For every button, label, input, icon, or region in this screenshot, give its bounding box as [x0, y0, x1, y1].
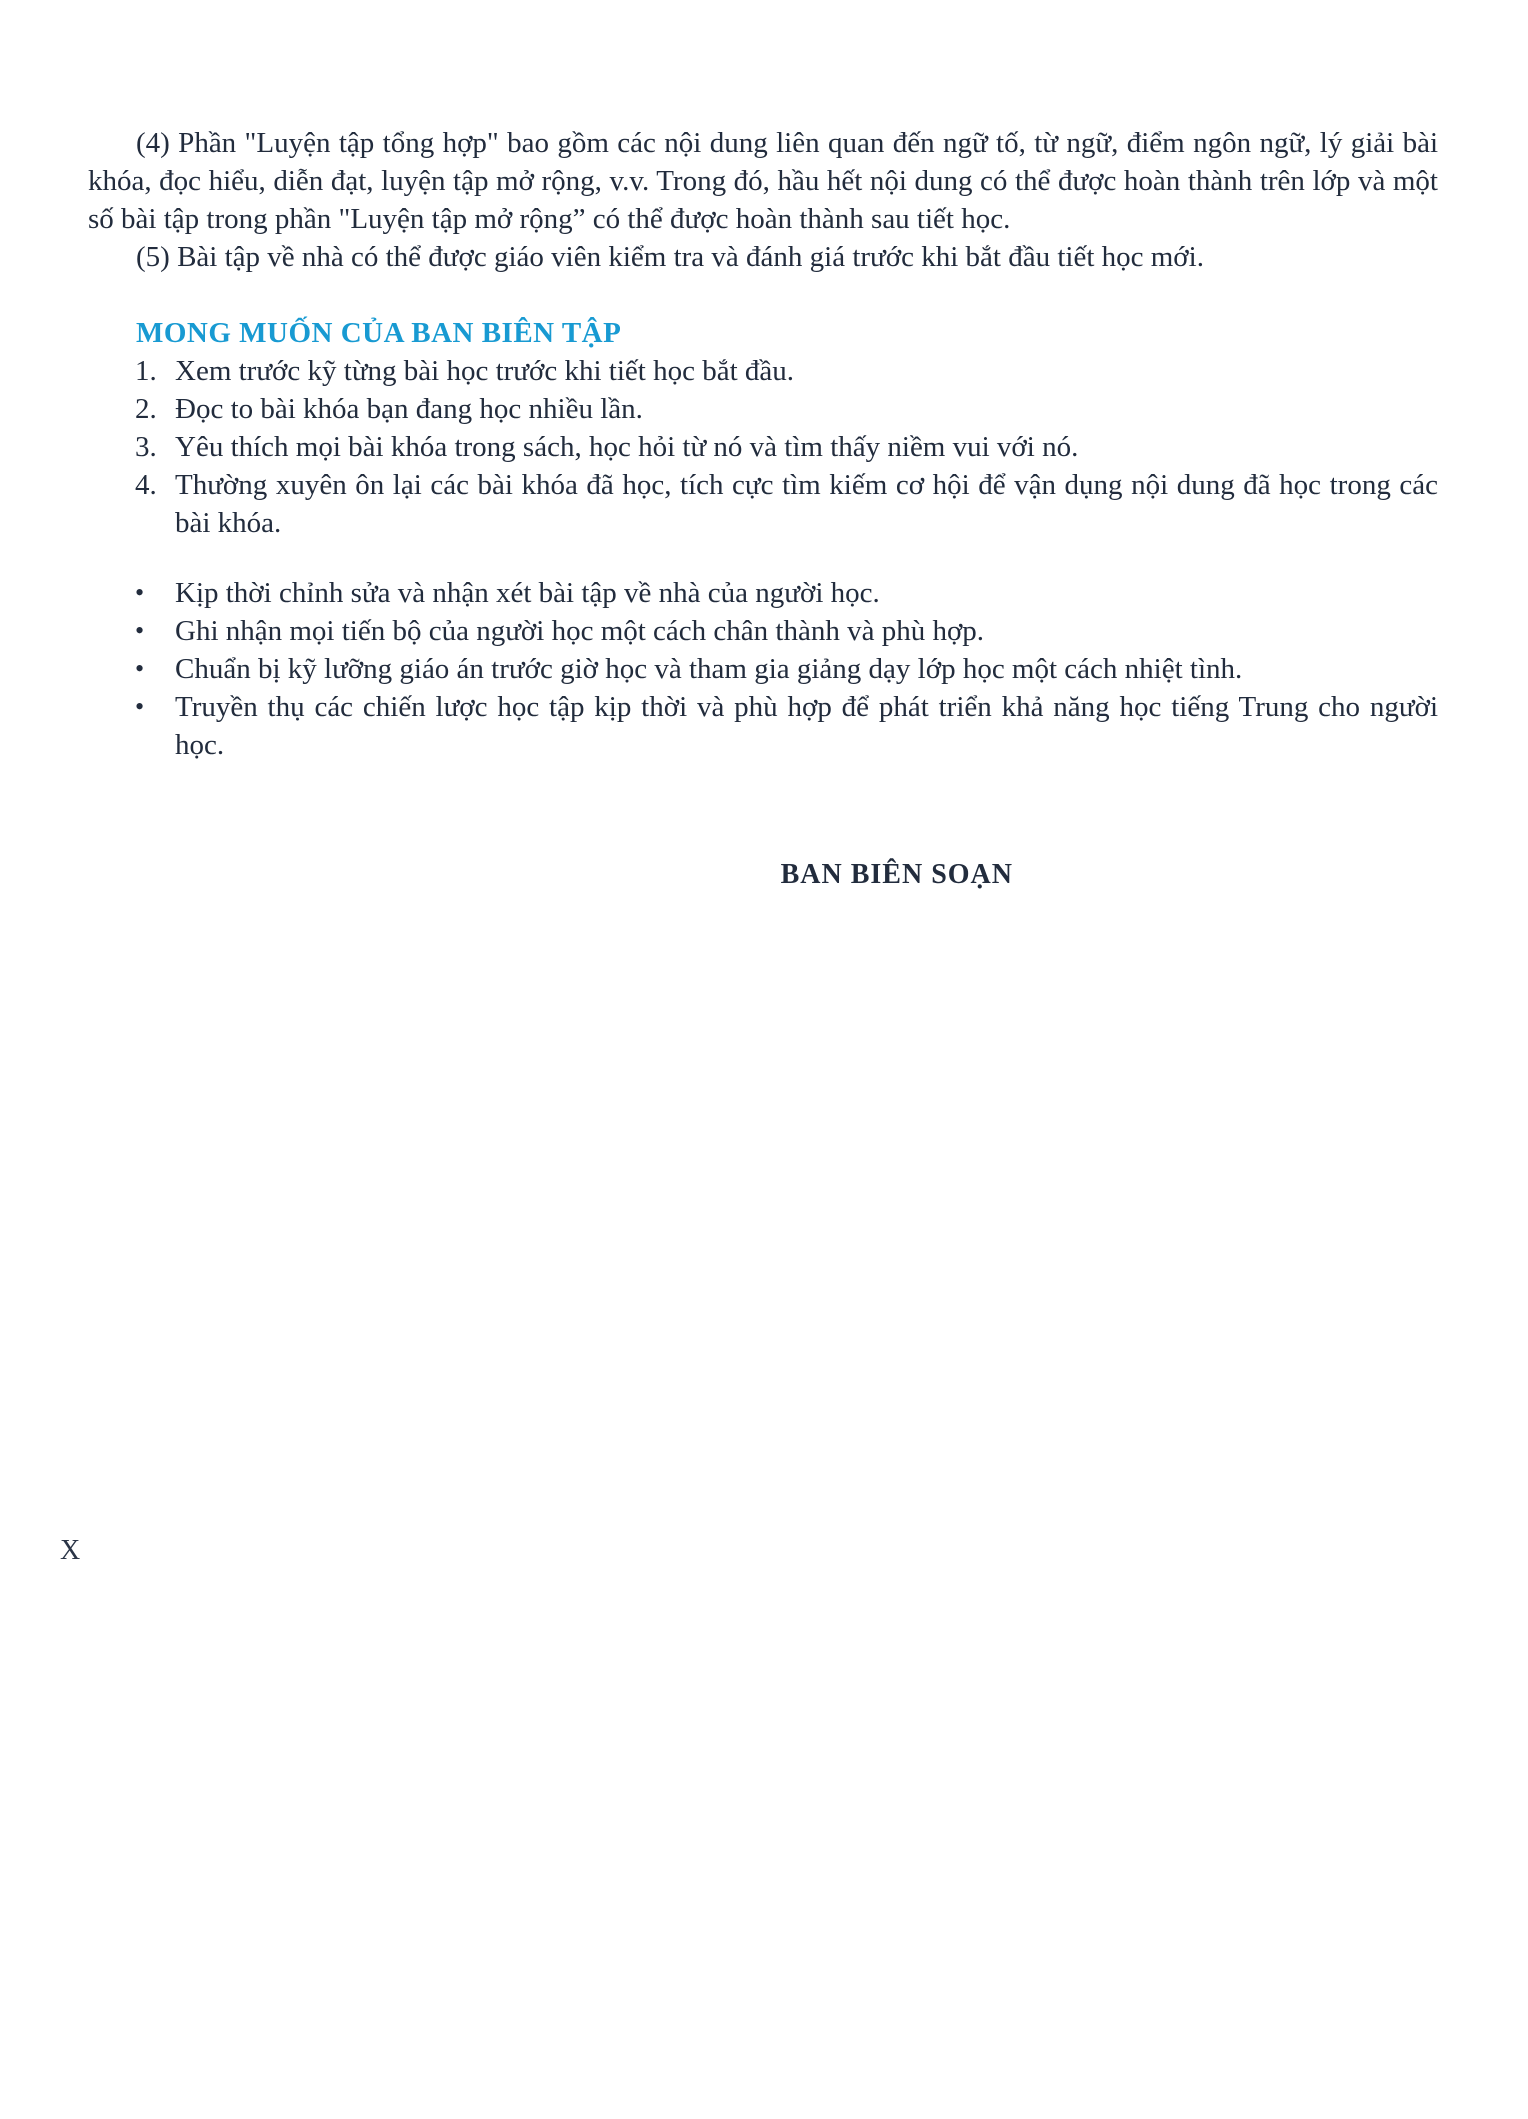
list-item [88, 650, 1438, 688]
list-item [88, 466, 1438, 542]
list-item-text: Đọc to bài khóa bạn đang học nhiều lần. [175, 393, 643, 425]
bullet-icon: • [135, 616, 145, 645]
list-item [88, 574, 1438, 612]
paragraph-4: (4) Phần "Luyện tập tổng hợp" bao gồm các nội dung liên quan đến ngữ tố, từ ngữ, điểm ngôn ngữ, lý giải bài khóa, đọc hiểu, diễn đạt, luyện tập mở rộng, v.v. Trong đó, hầu hết nội dung có thể được hoàn thành trên lớp và một số bài tập trong phần "Luyện tập mở rộng” có thể được hoàn thành sau tiết học. [88, 127, 1438, 235]
bullet-icon: • [135, 692, 145, 721]
list-number: 3. [135, 431, 157, 463]
paragraph-5: (5) Bài tập về nhà có thể được giáo viên kiểm tra và đánh giá trước khi bắt đầu tiết học mới. [136, 241, 1204, 273]
list-item [88, 612, 1438, 650]
list-item-text: Xem trước kỹ từng bài học trước khi tiết học bắt đầu. [175, 355, 794, 387]
list-number: 1. [135, 355, 157, 387]
list-item-text: Truyền thụ các chiến lược học tập kịp thời và phù hợp để phát triển khả năng học tiếng Trung cho người học. [175, 691, 1438, 761]
list-item-text: Yêu thích mọi bài khóa trong sách, học hỏi từ nó và tìm thấy niềm vui với nó. [175, 431, 1079, 463]
section-heading-editors-wish: MONG MUỐN CỦA BAN BIÊN TẬP [136, 317, 622, 349]
list-number: 4. [135, 469, 157, 501]
bullet-icon: • [135, 654, 145, 683]
list-item-text: Thường xuyên ôn lại các bài khóa đã học, tích cực tìm kiếm cơ hội để vận dụng nội dung đã học trong các bài khóa. [175, 469, 1438, 539]
list-item [88, 428, 1438, 466]
list-item-text: Chuẩn bị kỹ lưỡng giáo án trước giờ học và tham gia giảng dạy lớp học một cách nhiệt tình. [175, 653, 1243, 685]
page-content [88, 124, 1438, 894]
numbered-list [88, 352, 1438, 542]
editorial-board-signature: BAN BIÊN SOẠN [780, 859, 1013, 890]
list-item [88, 688, 1438, 764]
list-number: 2. [135, 393, 157, 425]
list-item [88, 390, 1438, 428]
list-item-text: Kịp thời chỉnh sửa và nhận xét bài tập về nhà của người học. [175, 577, 880, 609]
list-item-text: Ghi nhận mọi tiến bộ của người học một cách chân thành và phù hợp. [175, 615, 985, 647]
bullet-icon: • [135, 578, 145, 607]
page-number: X [60, 1535, 81, 1566]
bullet-list [88, 574, 1438, 764]
list-item [88, 352, 1438, 390]
